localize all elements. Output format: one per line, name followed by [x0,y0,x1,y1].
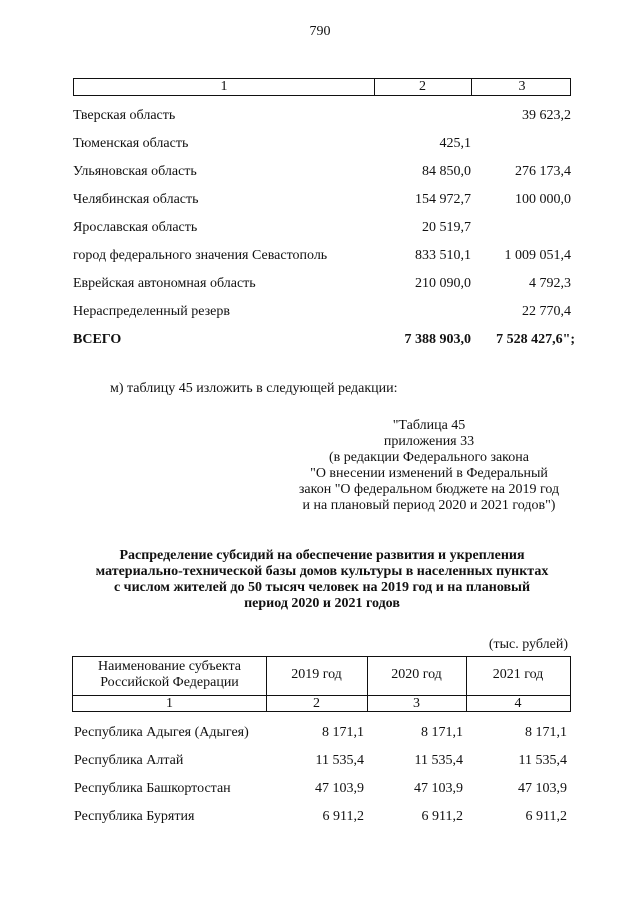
quote-line: и на плановый период 2020 и 2021 годов") [302,498,556,513]
region-name: Республика Башкортостан [74,781,231,796]
quote-line: приложения 33 [383,434,475,449]
value-col2: 84 850,0 [422,164,471,179]
header-year-2019: 2019 год [291,667,342,682]
title-line: период 2020 и 2021 годов [244,596,400,611]
table1-row [73,108,571,128]
value-2020: 6 911,2 [421,809,463,824]
col-number-1: 1 [166,696,173,711]
col-number-3: 3 [413,696,420,711]
page-number: 790 [309,24,331,39]
table1-header-row [73,78,571,96]
value-col2: 425,1 [439,136,471,151]
value-2021: 47 103,9 [518,781,567,796]
value-col3: 4 792,3 [529,276,571,291]
region-name: Нераспределенный резерв [73,304,230,319]
value-col3: 1 009 051,4 [504,248,571,263]
total-label: ВСЕГО [73,332,122,347]
title-line: материально-технической базы домов культуры в населенных пунктах [95,564,549,579]
title-line: Распределение субсидий на обеспечение развития и укрепления [119,548,525,563]
total-col2: 7 388 903,0 [404,332,471,347]
table1-row [73,192,571,212]
table-reference-block [262,418,596,514]
table1-col-number-3: 3 [518,79,526,94]
units-label: (тыс. рублей) [488,637,568,652]
header-subject-line2: Российской Федерации [100,675,239,690]
value-2020: 8 171,1 [421,725,463,740]
table2-row [72,781,571,801]
region-name: Ярославская область [73,220,198,235]
header-year-2020: 2020 год [391,667,442,682]
table1-row [73,220,571,240]
section-title [62,548,582,612]
region-name: город федерального значения Севастополь [73,248,328,263]
value-2019: 8 171,1 [322,725,364,740]
col-number-4: 4 [514,696,522,711]
region-name: Челябинская область [73,192,199,207]
value-col3: 39 623,2 [522,108,571,123]
value-col3: 100 000,0 [515,192,571,207]
header-year-2021: 2021 год [492,667,544,682]
table1-row [73,164,571,184]
table2-header [72,656,571,712]
col-number-2: 2 [313,696,320,711]
table2-row [72,753,571,773]
value-col2: 154 972,7 [415,192,471,207]
header-subject-line1: Наименование субъекта [98,659,241,674]
region-name: Тверская область [73,108,176,123]
table1-row [73,248,571,268]
table1-row [73,304,571,324]
table1-row [73,276,571,296]
region-name: Республика Адыгея (Адыгея) [74,725,249,740]
region-name: Республика Алтай [74,753,184,768]
value-2019: 47 103,9 [315,781,364,796]
amendment-paragraph: м) таблицу 45 изложить в следующей редакции: [110,381,398,396]
value-2019: 6 911,2 [322,809,364,824]
value-col3: 276 173,4 [515,164,571,179]
quote-line: закон "О федеральном бюджете на 2019 год [298,482,560,497]
region-name: Тюменская область [73,136,189,151]
title-line: с числом жителей до 50 тысяч человек на 2019 год и на плановый [113,580,531,595]
quote-line: "О внесении изменений в Федеральный [310,466,548,481]
value-col2: 210 090,0 [415,276,471,291]
table1-col-number-2: 2 [374,79,472,95]
quote-line: "Таблица 45 [392,418,466,433]
table1-total-row [73,332,575,352]
value-2021: 6 911,2 [525,809,567,824]
value-col3: 22 770,4 [522,304,571,319]
value-2020: 47 103,9 [414,781,463,796]
value-2021: 11 535,4 [518,753,567,768]
table2-row [72,725,571,745]
value-2021: 8 171,1 [525,725,567,740]
header-subject-name [73,659,266,691]
value-2019: 11 535,4 [315,753,364,768]
region-name: Еврейская автономная область [73,276,256,291]
value-col2: 833 510,1 [415,248,471,263]
region-name: Республика Бурятия [74,809,195,824]
value-2020: 11 535,4 [414,753,463,768]
table2-row [72,809,571,829]
value-col2: 20 519,7 [422,220,471,235]
table1-col-number-1: 1 [74,79,375,95]
total-col3: 7 528 427,6"; [496,332,575,347]
table1-row [73,136,571,156]
region-name: Ульяновская область [73,164,197,179]
quote-line: (в редакции Федерального закона [329,450,529,465]
